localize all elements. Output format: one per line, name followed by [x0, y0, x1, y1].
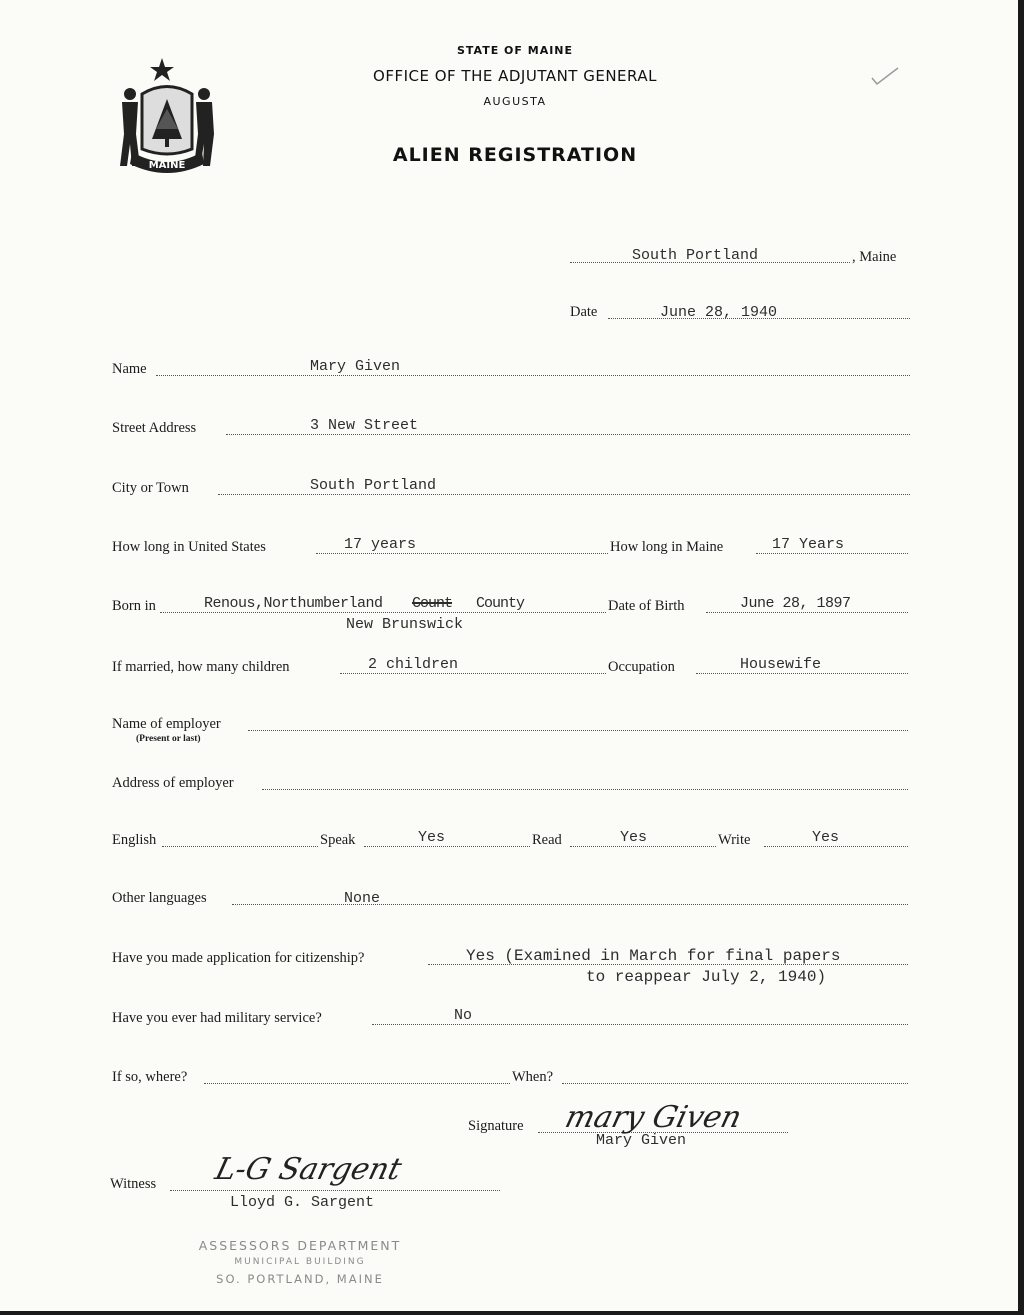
date-label: Date: [570, 304, 598, 320]
write-label: Write: [718, 832, 751, 848]
occupation-value: Housewife: [740, 656, 822, 673]
born-in-county: County: [476, 595, 525, 612]
city-label: City or Town: [112, 480, 189, 496]
signature-typed: Mary Given: [596, 1132, 687, 1149]
citizenship-value-line2: to reappear July 2, 1940): [586, 968, 827, 986]
street-address-value: 3 New Street: [310, 417, 419, 434]
signature-label: Signature: [468, 1118, 524, 1134]
other-languages-label: Other languages: [112, 890, 207, 906]
other-languages-value: None: [344, 890, 381, 907]
citizenship-label: Have you made application for citizenship?: [112, 950, 365, 966]
witness-handwritten: L-G Sargent: [211, 1152, 406, 1187]
header-state: STATE OF MAINE: [456, 44, 574, 57]
english-label: English: [112, 832, 157, 848]
citizenship-value: Yes (Examined in March for final papers: [466, 947, 841, 965]
speak-label: Speak: [320, 832, 356, 848]
where-label: If so, where?: [112, 1069, 188, 1085]
city-value: South Portland: [310, 477, 437, 494]
witness-label: Witness: [110, 1176, 157, 1192]
read-value: Yes: [620, 829, 648, 846]
how-long-us-label: How long in United States: [112, 539, 266, 555]
maine-state-seal-icon: [112, 54, 222, 179]
children-label: If married, how many children: [112, 659, 290, 675]
place-suffix: , Maine: [852, 249, 897, 265]
header-city: AUGUSTA: [483, 95, 547, 108]
employer-name-label: Name of employer: [112, 716, 221, 732]
date-of-birth-value: June 28, 1897: [740, 595, 851, 612]
born-in-struck: Count: [412, 595, 453, 612]
place-value: South Portland: [632, 247, 759, 264]
check-mark-icon: [868, 64, 902, 88]
date-value: June 28, 1940: [660, 304, 778, 321]
witness-typed: Lloyd G. Sargent: [230, 1194, 375, 1211]
employer-address-label: Address of employer: [112, 775, 234, 791]
date-of-birth-label: Date of Birth: [608, 598, 685, 614]
street-address-label: Street Address: [112, 420, 197, 436]
speak-value: Yes: [418, 829, 446, 846]
born-in-value: Renous,Northumberland: [204, 595, 383, 612]
header-office: OFFICE OF THE ADJUTANT GENERAL: [373, 67, 657, 85]
how-long-maine-value: 17 Years: [772, 536, 845, 553]
children-value: 2 children: [368, 656, 459, 673]
form-title: ALIEN REGISTRATION: [392, 144, 638, 166]
stamp-line-3: SO. PORTLAND, MAINE: [216, 1272, 384, 1286]
how-long-maine-label: How long in Maine: [610, 539, 724, 555]
stamp-line-2: MUNICIPAL BUILDING: [234, 1257, 366, 1267]
when-label: When?: [512, 1069, 554, 1085]
stamp-line-1: ASSESSORS DEPARTMENT: [198, 1238, 402, 1253]
signature-handwritten: mary Given: [561, 1100, 746, 1135]
svg-text:MAINE: MAINE: [148, 160, 186, 171]
military-label: Have you ever had military service?: [112, 1010, 322, 1026]
name-label: Name: [112, 361, 147, 377]
occupation-label: Occupation: [608, 659, 675, 675]
name-value: Mary Given: [310, 358, 401, 375]
born-in-label: Born in: [112, 598, 156, 614]
employer-name-sublabel: (Present or last): [136, 734, 201, 744]
military-value: No: [454, 1007, 473, 1024]
read-label: Read: [532, 832, 562, 848]
born-in-province: New Brunswick: [346, 616, 464, 633]
write-value: Yes: [812, 829, 840, 846]
how-long-us-value: 17 years: [344, 536, 417, 553]
